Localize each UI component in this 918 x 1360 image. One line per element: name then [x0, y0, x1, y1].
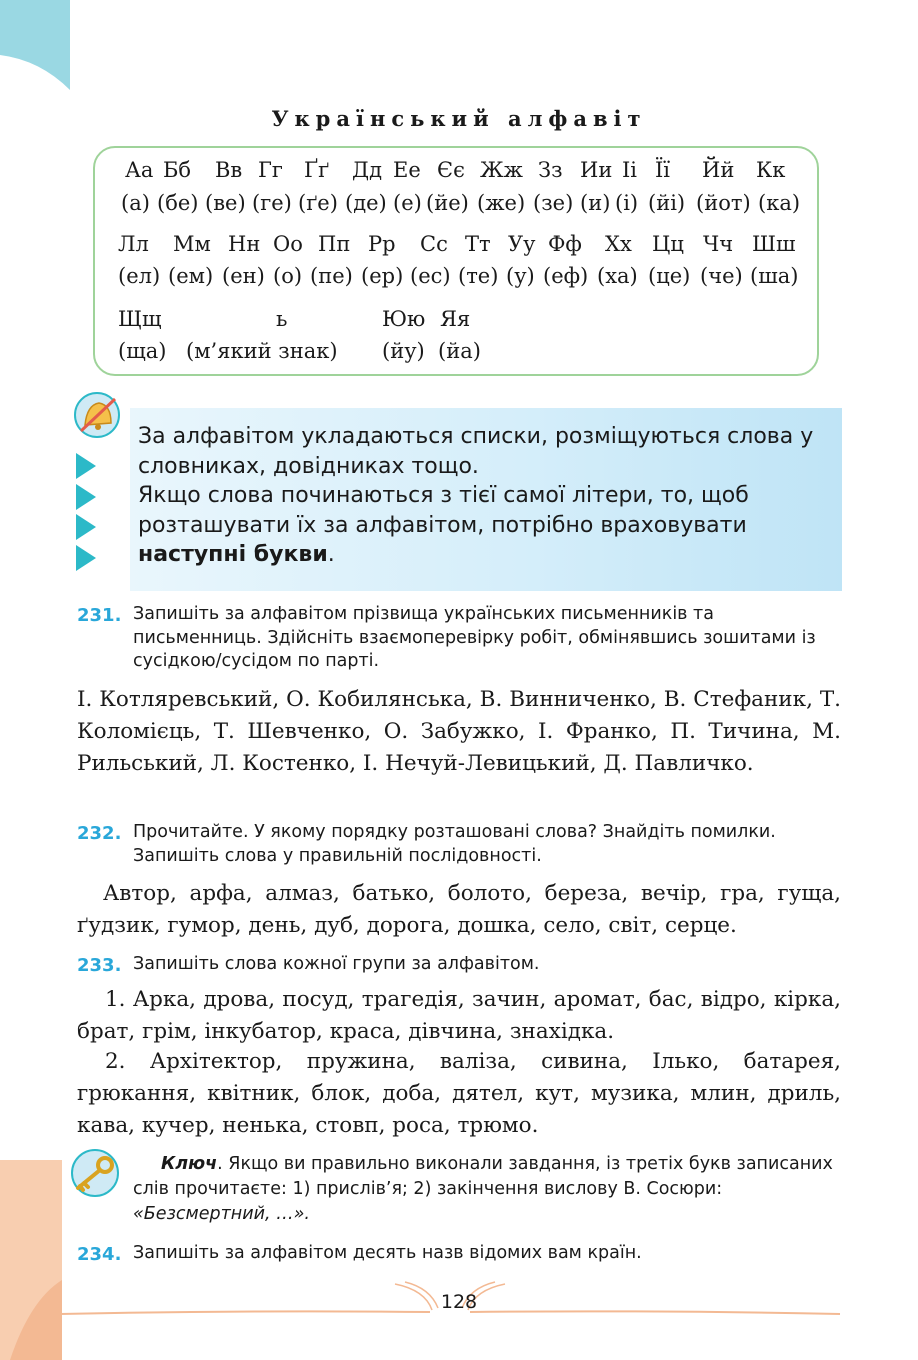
rule-line-1: За алфавітом укладаються списки, розміщуються слова у словниках, довідниках тощо.	[138, 424, 814, 479]
alphabet-sound: (йот)	[696, 191, 751, 215]
task-instruction: Запишіть за алфавітом прізвища українських письменників та письменниць. Здійсніть взаємоперевірку робіт, обмінявшись зошитами із сусідкою/сусідом по парті.	[133, 604, 816, 671]
alphabet-letter: Сс	[420, 232, 448, 256]
bullet-arrow-icon	[76, 453, 96, 479]
alphabet-letter: Мм	[173, 232, 211, 256]
alphabet-letter: Аа	[125, 158, 154, 182]
alphabet-letter: Фф	[548, 232, 582, 256]
alphabet-letter: Бб	[163, 158, 192, 182]
alphabet-letter: Єє	[437, 158, 465, 182]
alphabet-sound: (зе)	[533, 191, 574, 215]
alphabet-sound: (йі)	[648, 191, 686, 215]
task-instruction: Прочитайте. У якому порядку розташовані слова? Знайдіть помилки. Запишіть слова у правильній послідовності.	[133, 822, 776, 866]
alphabet-sound: (ем)	[168, 264, 214, 288]
alphabet-sound: (еф)	[543, 264, 589, 288]
alphabet-letter: Тт	[465, 232, 491, 256]
key-quote: «Безсмертний, …».	[133, 1204, 310, 1224]
alphabet-letter: Юю	[382, 307, 426, 331]
alphabet-letter: Іі	[622, 158, 638, 182]
alphabet-sound: (ка)	[758, 191, 801, 215]
alphabet-sound: (и)	[580, 191, 611, 215]
alphabet-letter: Шш	[752, 232, 796, 256]
alphabet-sound: (е)	[393, 191, 422, 215]
task-group-1: 1. Арка, дрова, посуд, трагедія, зачин, аромат, бас, відро, кірка, брат, грім, інкубатор, краса, дівчина, знахідка.	[77, 987, 841, 1044]
page-title: Український алфавіт	[271, 106, 647, 131]
rule-text	[138, 422, 838, 570]
alphabet-sound: (ен)	[222, 264, 265, 288]
task-number: 234.	[77, 1244, 122, 1265]
alphabet-sound: (ге)	[252, 191, 292, 215]
key-text: . Якщо ви правильно виконали завдання, із третіх букв записаних слів прочитаєте: 1) прислів’я; 2) закінчення вислову В. Сосюри:	[133, 1154, 833, 1199]
alphabet-letter: Йй	[702, 158, 735, 182]
alphabet-sound: (ша)	[750, 264, 799, 288]
alphabet-letter: Пп	[318, 232, 351, 256]
alphabet-sound: (ел)	[118, 264, 161, 288]
alphabet-sound: (м’який знак)	[186, 339, 338, 363]
alphabet-letter: Зз	[538, 158, 563, 182]
rule-line-2-bold: наступні букви	[138, 542, 328, 567]
alphabet-sound: (ес)	[410, 264, 451, 288]
alphabet-letter: Рр	[368, 232, 396, 256]
alphabet-letter: Вв	[215, 158, 243, 182]
alphabet-sound: (йу)	[382, 339, 425, 363]
alphabet-sound: (о)	[273, 264, 303, 288]
bullet-arrow-icon	[76, 514, 96, 540]
key-label: Ключ	[161, 1154, 218, 1174]
alphabet-sound: (ер)	[361, 264, 404, 288]
key-note	[133, 1152, 843, 1227]
corner-decoration-bottom	[0, 1160, 62, 1360]
task-number: 231.	[77, 605, 122, 626]
alphabet-sound: (ґе)	[298, 191, 338, 215]
alphabet-sound: (у)	[506, 264, 535, 288]
task-number: 232.	[77, 823, 122, 844]
alphabet-letter: Хх	[605, 232, 632, 256]
alphabet-letter: Жж	[480, 158, 523, 182]
alphabet-sound: (пе)	[310, 264, 353, 288]
alphabet-sound: (ве)	[205, 191, 246, 215]
alphabet-sound: (те)	[458, 264, 499, 288]
task-content: І. Котляревський, О. Кобилянська, В. Винниченко, В. Стефаник, Т. Коломієць, Т. Шевченко, О. Забужко, І. Франко, П. Тичина, М. Рильський, Л. Костенко, І. Нечуй-Левицький, Д. Павличко.	[77, 687, 841, 776]
alphabet-letter: Нн	[228, 232, 261, 256]
alphabet-letter: Яя	[440, 307, 471, 331]
task-instruction: Запишіть за алфавітом десять назв відомих вам країн.	[133, 1243, 642, 1263]
key-icon	[66, 1148, 124, 1198]
alphabet-sound: (де)	[345, 191, 387, 215]
alphabet-sound: (а)	[121, 191, 150, 215]
alphabet-letter: Ґґ	[304, 158, 330, 182]
alphabet-letter: Гг	[258, 158, 283, 182]
rule-line-2-text: Якщо слова починаються з тієї самої літери, то, щоб розташувати їх за алфавітом, потрібно враховувати	[138, 483, 749, 538]
alphabet-sound: (йе)	[426, 191, 469, 215]
alphabet-letter: Кк	[756, 158, 786, 182]
task-number: 233.	[77, 955, 122, 976]
rule-line-2	[138, 481, 838, 570]
alphabet-letter: Цц	[652, 232, 684, 256]
alphabet-sound: (йа)	[438, 339, 481, 363]
page-number: 128	[440, 1291, 478, 1313]
alphabet-letter: Лл	[118, 232, 149, 256]
bullet-arrow-icon	[76, 484, 96, 510]
task-instruction: Запишіть слова кожної групи за алфавітом.	[133, 954, 540, 974]
alphabet-letter: Ии	[580, 158, 613, 182]
alphabet-letter: ь	[276, 307, 288, 331]
alphabet-letter: Оо	[273, 232, 303, 256]
bullet-arrow-icon	[76, 545, 96, 571]
alphabet-sound: (ща)	[118, 339, 167, 363]
bell-icon	[71, 391, 127, 441]
alphabet-sound: (ха)	[597, 264, 638, 288]
alphabet-letter: Чч	[703, 232, 734, 256]
alphabet-sound: (бе)	[157, 191, 199, 215]
alphabet-letter: Ее	[393, 158, 421, 182]
alphabet-letter: Її	[655, 158, 671, 182]
corner-decoration-top	[0, 0, 70, 90]
task-group-2: 2. Архітектор, пружина, валіза, сивина, Ілько, батарея, грюкання, квітник, блок, доба, дятел, кут, музика, млин, дриль, кава, кучер, ненька, стовп, роса, трюмо.	[77, 1049, 841, 1138]
alphabet-sound: (і)	[615, 191, 639, 215]
alphabet-letter: Уу	[508, 232, 536, 256]
alphabet-sound: (че)	[700, 264, 743, 288]
alphabet-letter: Щщ	[118, 307, 162, 331]
alphabet-sound: (же)	[477, 191, 526, 215]
task-content: Автор, арфа, алмаз, батько, болото, береза, вечір, гра, гуща, ґудзик, гумор, день, дуб, дорога, дошка, село, світ, серце.	[77, 881, 841, 938]
rule-line-2-end: .	[327, 542, 335, 567]
alphabet-letter: Дд	[352, 158, 383, 182]
alphabet-sound: (це)	[648, 264, 691, 288]
